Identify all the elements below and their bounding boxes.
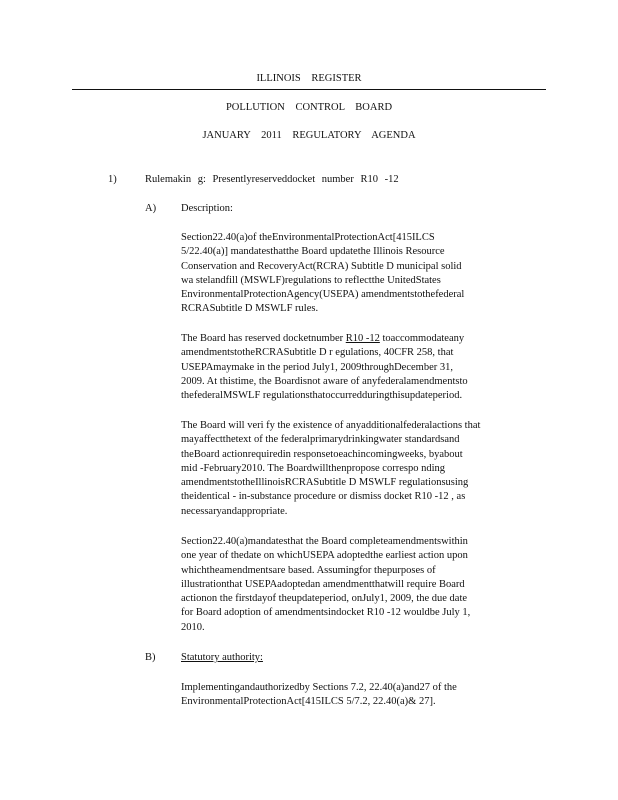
board-title: POLLUTION CONTROL BOARD <box>225 102 393 113</box>
description-paragraph-1: Section22.40(a)of theEnvironmentalProtectionAct[415ILCS 5/22.40(a)] mandatesthatthe Board updatethe Illinois Resource Conservation and RecoveryAct(RCRA) Subtitle D municipal solid wa stelandfill (MSWLF)regulations to reflectthe UnitedStates EnvironmentalProtectionAgency(USEPA) amendmentstothefederal RCRASubtitle D MSWLF rules. <box>181 232 465 315</box>
rulemaking-line: Rulemakin g: Presentlyreserveddocket number R10 -12 <box>145 174 399 185</box>
item-number: 1) <box>108 174 117 185</box>
docket-number: R10 -12 <box>345 333 380 344</box>
description-paragraph-3: The Board will veri fy the existence of anyadditionalfederalactions that mayaffectthetext of the federalprimarydrinkingwater standardsand theBoard actionrequiredin responsetoeachincomingweeks, byabout mid -February2010. The Boardwillthenpropose correspo nding amendmentstotheIllinoisRCRASubtitle D MSWLF regulationsusing theidentical - in-substance procedure or dismiss docket R10 -12 , as necessaryandappropriate. <box>181 420 481 517</box>
section-b-letter: B) <box>145 652 156 663</box>
description-paragraph-4: Section22.40(a)mandatesthat the Board completeamendmentswithin one year of thedate on whichUSEPA adoptedthe earliest action upon whichtheamendmentsare based. Assumingfor thepurposes of illustrationthat USEPAadoptedan amendmentthatwill require Board actionon the firstdayof theupdateperiod, onJuly1, 2009, the due date for Board adoption of amendmentsindocket R10 -12 wouldbe July 1, 2010. <box>181 536 471 633</box>
agenda-title: JANUARY 2011 REGULATORY AGENDA <box>202 130 416 141</box>
header-rule <box>72 89 546 90</box>
description-heading: Description: <box>181 203 233 214</box>
statutory-authority-paragraph: Implementingandauthorizedby Sections 7.2, 22.40(a)and27 of the EnvironmentalProtectionAct[415ILCS 5/7.2, 22.40(a)& 27]. <box>181 682 457 708</box>
section-a-letter: A) <box>145 203 157 214</box>
description-paragraph-2: The Board has reserved docketnumber R10 -12 toaccommodateany amendmentstotheRCRASubtitle D r egulations, 40CFR 258, that USEPAmaymake in the period July1, 2009throughDecember 31, 2009. At thistime, the Boardisnot aware of anyfederalamendmentsto thefederalMSWLF regulationsthatoccurredduringthisupdateperiod. <box>181 333 468 402</box>
register-title: ILLINOIS REGISTER <box>256 73 362 84</box>
statutory-authority-heading: Statutory authority: <box>181 652 263 663</box>
